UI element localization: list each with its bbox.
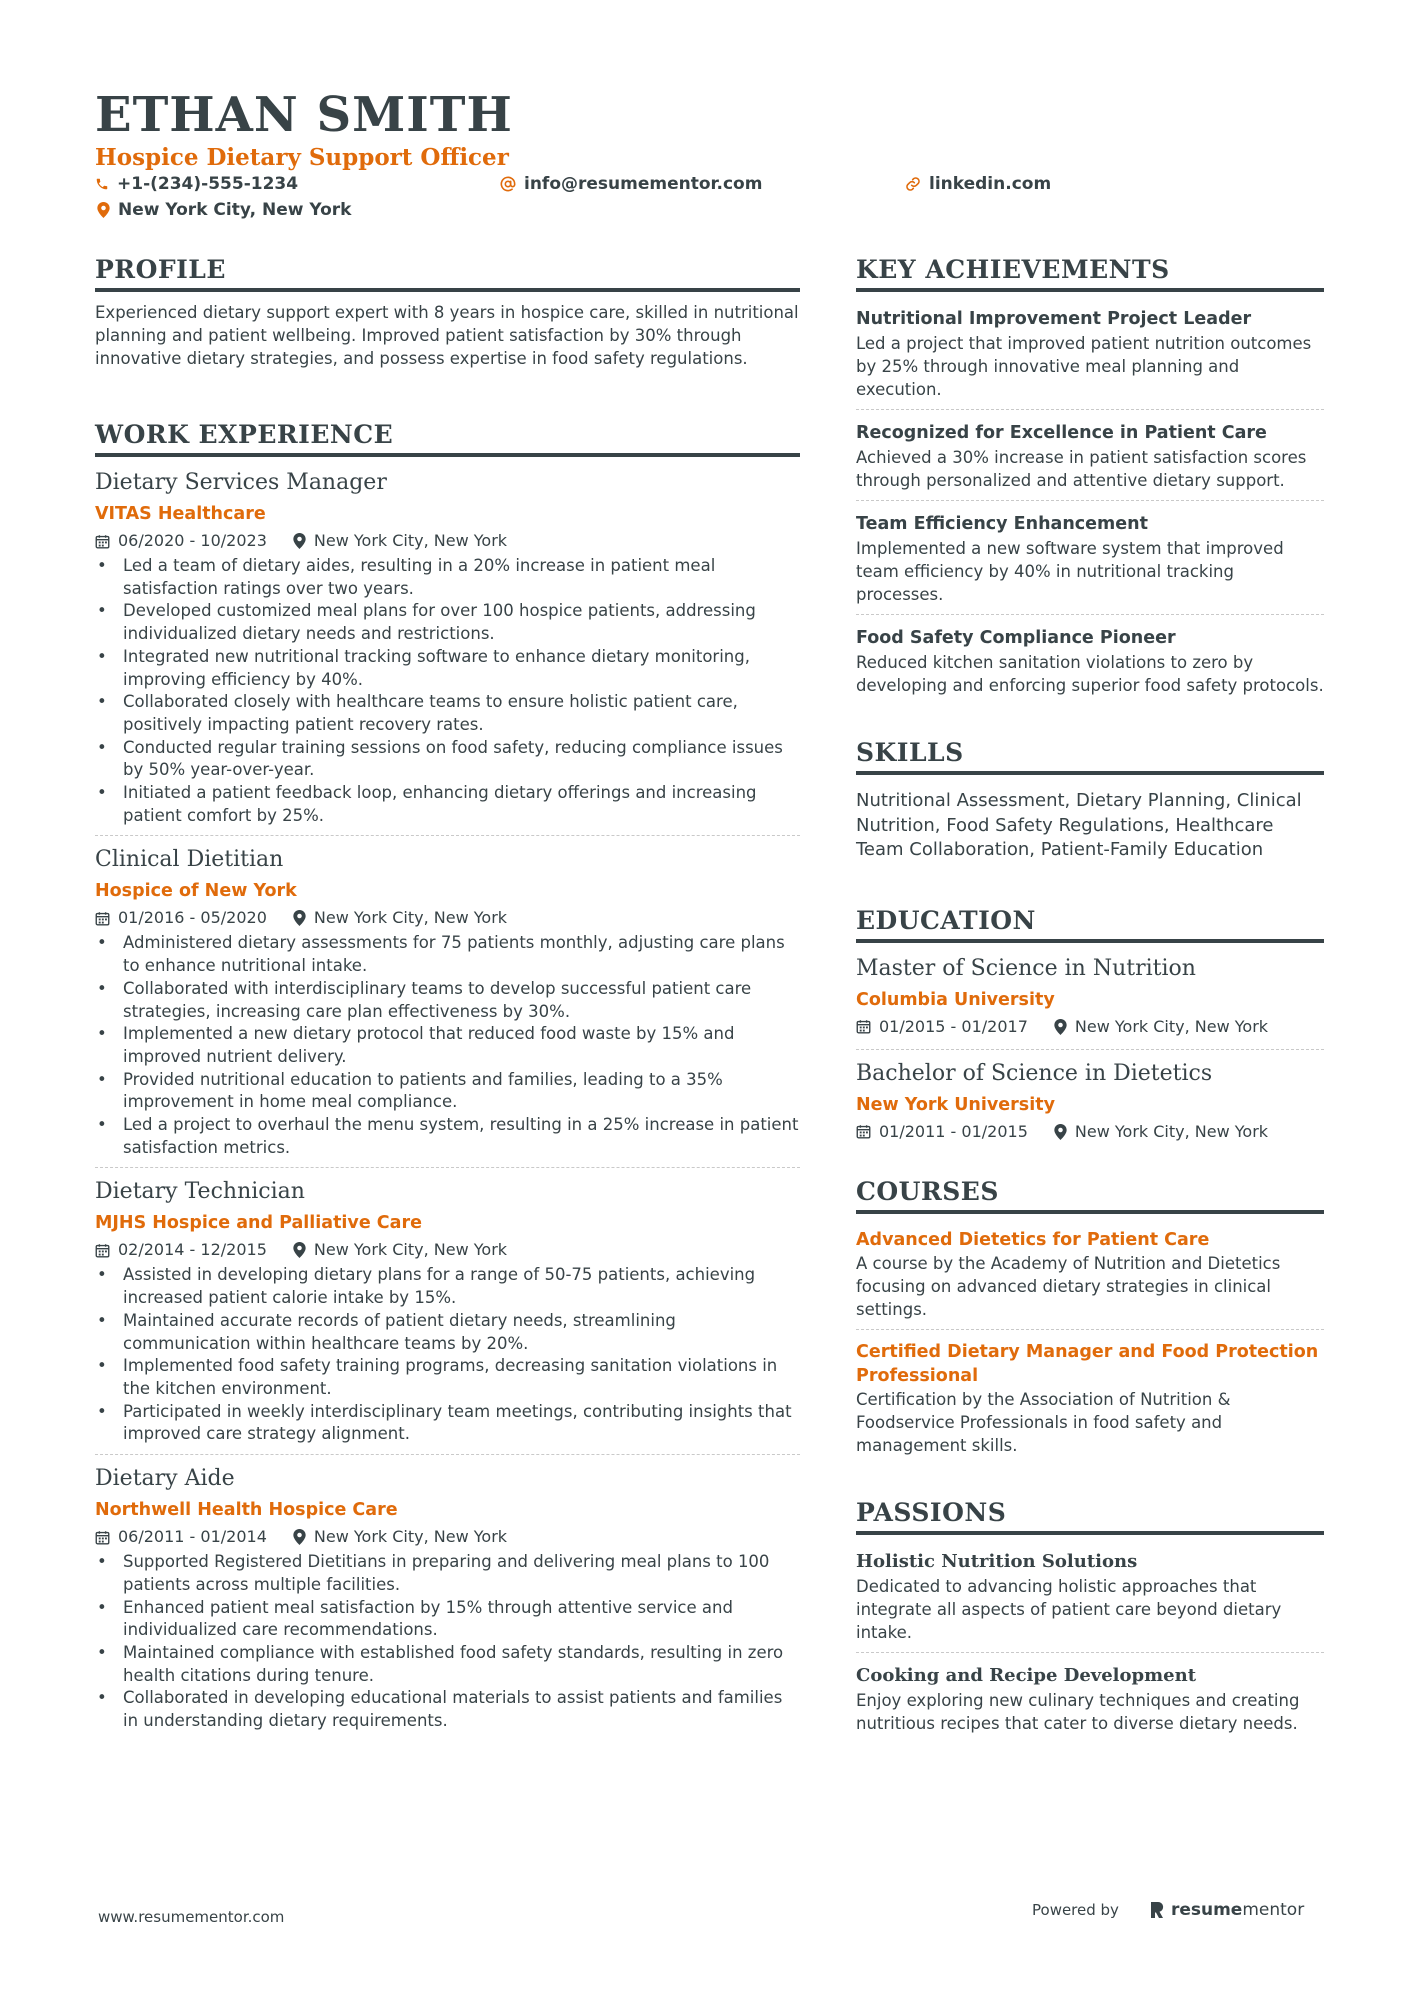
job-bullet: • Provided nutritional education to patients and families, leading to a 35% improvement in home meal compliance. [95, 1069, 800, 1114]
work-experience-section [95, 419, 800, 1741]
job-bullet: • Implemented food safety training programs, decreasing sanitation violations in the kitchen environment. [95, 1355, 800, 1400]
education-item [856, 953, 1324, 1049]
job-bullet: • Integrated new nutritional tracking software to enhance dietary monitoring, improving efficiency by 40%. [95, 646, 800, 691]
work-experience-heading: WORK EXPERIENCE [95, 419, 800, 457]
calendar-icon [856, 1019, 871, 1034]
education-dates: 01/2015 - 01/2017 [879, 1016, 1028, 1036]
job-entry [95, 1167, 800, 1454]
achievement-title: Nutritional Improvement Project Leader [856, 309, 1252, 329]
course-title: Advanced Dietetics for Patient Care [856, 1229, 1210, 1250]
map-pin-icon [293, 1242, 306, 1258]
achievement-item [856, 614, 1324, 705]
candidate-name: ETHAN SMITH [95, 87, 513, 143]
achievement-title: Food Safety Compliance Pioneer [856, 628, 1176, 648]
job-company: MJHS Hospice and Palliative Care [95, 1213, 422, 1234]
job-meta [95, 1238, 800, 1262]
linkedin-text: linkedin.com [929, 174, 1052, 194]
job-bullet: • Collaborated with interdisciplinary teams to develop successful patient care strategies, increasing care plan effectiveness by 30%. [95, 978, 800, 1023]
education-meta [856, 1015, 1324, 1039]
course-item [856, 1329, 1324, 1465]
job-bullet: • Maintained compliance with established food safety standards, resulting in zero health citations during tenure. [95, 1642, 800, 1687]
job-bullet: • Initiated a patient feedback loop, enhancing dietary offerings and increasing patient comfort by 25%. [95, 782, 800, 827]
job-dates: 06/2011 - 01/2014 [118, 1527, 267, 1547]
education-school: Columbia University [856, 989, 1055, 1010]
candidate-title: Hospice Dietary Support Officer [95, 144, 509, 171]
job-bullet: • Assisted in developing dietary plans for a range of 50-75 patients, achieving increased patient calorie intake by 15%. [95, 1264, 800, 1309]
job-meta [95, 906, 800, 930]
achievement-text: Achieved a 30% increase in patient satisfaction scores through personalized and attentive dietary support. [856, 448, 1307, 490]
job-bullets [95, 1264, 800, 1446]
course-text: Certification by the Association of Nutrition & Foodservice Professionals in food safety and management skills. [856, 1389, 1231, 1455]
job-company: Northwell Health Hospice Care [95, 1500, 398, 1521]
phone-text: +1-(234)-555-1234 [117, 174, 299, 194]
contact-linkedin[interactable] [905, 173, 1051, 195]
job-bullet: • Participated in weekly interdisciplinary team meetings, contributing insights that improved care strategy alignment. [95, 1401, 800, 1446]
job-location: New York City, New York [313, 531, 508, 550]
achievement-title: Recognized for Excellence in Patient Care [856, 423, 1267, 443]
skills-section [856, 737, 1324, 863]
email-text: info@resumementor.com [524, 174, 763, 194]
education-school: New York University [856, 1094, 1055, 1115]
right-column [856, 254, 1324, 1743]
courses-heading: COURSES [856, 1176, 1324, 1214]
brand-name [1171, 1900, 1304, 1920]
job-entry [95, 467, 800, 835]
achievement-text: Reduced kitchen sanitation violations to zero by developing and enforcing superior food safety protocols. [856, 653, 1324, 695]
passion-text: Enjoy exploring new culinary techniques and creating nutritious recipes that cater to diverse dietary needs. [856, 1690, 1300, 1733]
job-location: New York City, New York [313, 1527, 508, 1547]
job-role: Clinical Dietitian [95, 847, 284, 873]
map-pin-icon [1054, 1019, 1067, 1035]
job-bullet: • Implemented a new dietary protocol that reduced food waste by 15% and improved nutrient delivery. [95, 1023, 800, 1068]
achievement-title: Team Efficiency Enhancement [856, 514, 1148, 534]
job-role: Dietary Aide [95, 1466, 235, 1492]
education-location: New York City, New York [1074, 1121, 1269, 1141]
education-location: New York City, New York [1074, 1016, 1269, 1036]
passion-title: Holistic Nutrition Solutions [856, 1550, 1138, 1572]
resumementor-logo-icon [1149, 1900, 1165, 1920]
achievement-item [856, 302, 1324, 409]
profile-heading: PROFILE [95, 254, 800, 292]
education-degree: Master of Science in Nutrition [856, 955, 1196, 981]
job-company: Hospice of New York [95, 881, 297, 902]
contact-location [97, 199, 351, 221]
map-pin-icon [293, 533, 306, 549]
job-bullet: • Supported Registered Dietitians in preparing and delivering meal plans to 100 patients across multiple facilities. [95, 1551, 800, 1596]
job-bullet: • Enhanced patient meal satisfaction by 15% through attentive service and individualized care recommendations. [95, 1597, 800, 1642]
courses-section [856, 1176, 1324, 1465]
job-location: New York City, New York [313, 908, 508, 928]
passion-title: Cooking and Recipe Development [856, 1664, 1197, 1686]
job-bullets [95, 1551, 800, 1733]
footer-website-link[interactable]: www.resumementor.com [98, 1908, 285, 1926]
job-bullet: • Led a project to overhaul the menu system, resulting in a 25% increase in patient satisfaction metrics. [95, 1114, 800, 1159]
passion-text: Dedicated to advancing holistic approaches that integrate all aspects of patient care beyond dietary intake. [856, 1576, 1282, 1642]
job-bullet: • Administered dietary assessments for 75 patients monthly, adjusting care plans to enhance nutritional intake. [95, 932, 800, 977]
key-achievements-section [856, 254, 1324, 705]
education-meta [856, 1120, 1324, 1144]
job-company: VITAS Healthcare [95, 504, 266, 524]
education-item [856, 1049, 1324, 1154]
key-achievements-heading: KEY ACHIEVEMENTS [856, 254, 1324, 292]
footer-branding[interactable] [1032, 1900, 1304, 1920]
passions-section [856, 1497, 1324, 1743]
job-bullet: • Maintained accurate records of patient dietary needs, streamlining communication within healthcare teams by 20%. [95, 1310, 800, 1355]
profile-section [95, 254, 800, 370]
achievement-item [856, 409, 1324, 500]
map-pin-icon [293, 910, 306, 926]
job-bullet: • Developed customized meal plans for over 100 hospice patients, addressing individualized dietary needs and restrictions. [95, 600, 800, 645]
job-bullet: • Collaborated in developing educational materials to assist patients and families in understanding dietary requirements. [95, 1687, 800, 1732]
job-dates: 01/2016 - 05/2020 [118, 908, 267, 928]
course-title: Certified Dietary Manager and Food Protection Professional [856, 1341, 1319, 1386]
achievement-text: Led a project that improved patient nutrition outcomes by 25% through innovative meal planning and execution. [856, 334, 1312, 399]
map-pin-icon [1054, 1124, 1067, 1140]
map-pin-icon [293, 1529, 306, 1545]
calendar-icon [856, 1124, 871, 1139]
brand-name-light: mentor [1242, 1900, 1305, 1920]
job-dates: 06/2020 - 10/2023 [118, 531, 267, 550]
education-heading: EDUCATION [856, 905, 1324, 943]
link-icon [905, 176, 921, 192]
achievement-item [856, 500, 1324, 614]
calendar-icon [95, 911, 110, 926]
job-bullets [95, 555, 800, 827]
job-bullet: • Collaborated closely with healthcare teams to ensure holistic patient care, positively impacting patient recovery rates. [95, 691, 800, 736]
job-meta [95, 1525, 800, 1549]
location-text: New York City, New York [118, 200, 352, 220]
calendar-icon [95, 1530, 110, 1545]
left-column [95, 254, 800, 1741]
brand-name-bold: resume [1170, 1900, 1243, 1920]
course-item [856, 1224, 1324, 1329]
course-text: A course by the Academy of Nutrition and Dietetics focusing on advanced dietary strategies in clinical settings. [856, 1253, 1281, 1319]
job-role: Dietary Technician [95, 1179, 305, 1205]
education-degree: Bachelor of Science in Dietetics [856, 1060, 1213, 1086]
profile-text: Experienced dietary support expert with 8 years in hospice care, skilled in nutritional planning and patient wellbeing. Improved patient satisfaction by 30% through innovative dietary strategies, and possess expertise in food safety regulations. [95, 303, 799, 368]
passion-item [856, 1652, 1324, 1743]
job-entry [95, 835, 800, 1167]
skills-text: Nutritional Assessment, Dietary Planning, Clinical Nutrition, Food Safety Regulations, Healthcare Team Collaboration, Patient-Family Education [856, 790, 1302, 860]
job-bullet: • Conducted regular training sessions on food safety, reducing compliance issues by 50% year-over-year. [95, 737, 800, 782]
job-entry [95, 1454, 800, 1741]
at-sign-icon [500, 176, 516, 192]
passions-heading: PASSIONS [856, 1497, 1324, 1535]
job-meta [95, 529, 800, 553]
job-bullets [95, 932, 800, 1159]
skills-heading: SKILLS [856, 737, 1324, 775]
calendar-icon [95, 1243, 110, 1258]
job-dates: 02/2014 - 12/2015 [118, 1240, 267, 1260]
education-dates: 01/2011 - 01/2015 [879, 1121, 1028, 1141]
job-bullet: • Led a team of dietary aides, resulting in a 20% increase in patient meal satisfaction ratings over two years. [95, 555, 800, 600]
phone-icon [95, 177, 109, 191]
achievement-text: Implemented a new software system that improved team efficiency by 40% in nutritional tracking processes. [856, 539, 1284, 604]
powered-by-label: Powered by [1032, 1901, 1119, 1919]
job-role: Dietary Services Manager [95, 470, 387, 495]
education-section [856, 905, 1324, 1154]
contact-email[interactable] [500, 173, 762, 195]
map-pin-icon [97, 202, 110, 218]
passion-item [856, 1545, 1324, 1652]
contact-phone[interactable] [95, 173, 298, 195]
job-location: New York City, New York [313, 1240, 508, 1260]
calendar-icon [95, 534, 110, 549]
